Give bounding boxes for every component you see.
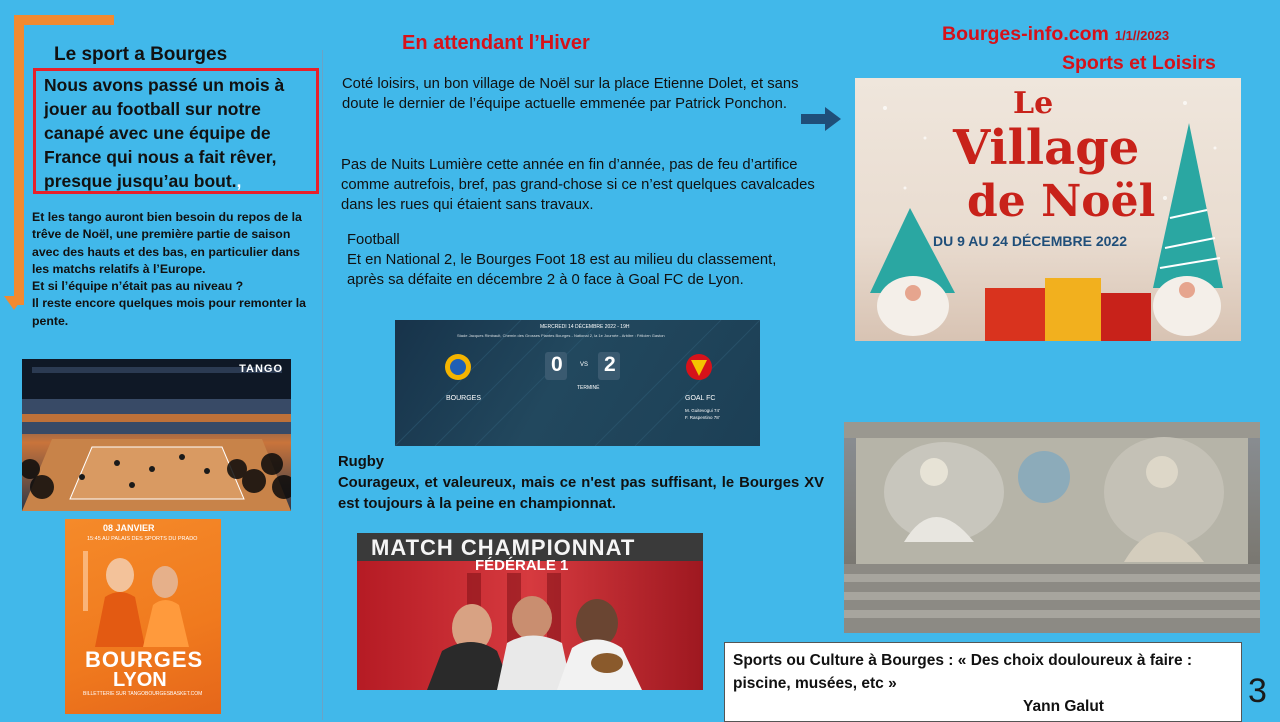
poster-date: 08 JANVIER	[103, 523, 155, 533]
rugby-match-banner	[357, 533, 703, 690]
highlight-quote-box	[33, 68, 319, 194]
left-text-question: Et si l’équipe n’était pas au niveau ?	[32, 279, 244, 294]
lights-paragraph: Pas de Nuits Lumière cette année en fin d’année, pas de feu d’artifice comme autrefois, bref, pas grand-chose si ce n’est quelques cavalcades dans les rues qui étaient sans travaux.	[341, 157, 815, 213]
noel-title-line2: Village	[953, 120, 1140, 176]
left-section-title: Le sport a Bourges	[54, 44, 228, 65]
orange-bracket-side	[14, 15, 24, 305]
left-text-conclusion: Il reste encore quelques mois pour remonter la pente.	[32, 296, 307, 328]
basketball-arena-illustration	[22, 359, 291, 511]
orange-bracket-top	[14, 15, 114, 25]
left-text-paragraph: Et les tango auront bien besoin du repos de la trêve de Noël, une première partie de saison avec des hauts et des bas, en particulier dans les matchs relatifs à l’Europe.	[32, 210, 302, 276]
arrow-right-icon	[801, 105, 841, 133]
noel-title-line1: Le	[1013, 86, 1054, 121]
noel-title-line3: de Noël	[967, 176, 1156, 227]
poster-team2: LYON	[113, 669, 167, 691]
poster-time: 15:45 AU PALAIS DES SPORTS DU PRADO	[87, 536, 198, 542]
page-number: 3	[1248, 672, 1267, 710]
rugby-block	[338, 452, 824, 515]
home-team-name: BOURGES	[446, 395, 482, 402]
football-scoreboard	[395, 320, 760, 446]
scorer-1: M. Guitevogui 74'	[685, 408, 720, 413]
home-score: 0	[551, 353, 563, 376]
away-team-name: GOAL FC	[685, 395, 716, 402]
score-subheader: Stade Jacques Rimbault, Chemin des Grosses Plantes Bourges - National 2, la 1e Journée - Arbitre : Félicien Gaston	[457, 333, 665, 338]
center-section-title: En attendant l’Hiver	[402, 32, 590, 54]
rugby-title: Rugby	[338, 454, 385, 470]
village-paragraph: Coté loisirs, un bon village de Noël sur la place Etienne Dolet, et sans doute le dernier de l’équipe actuelle emmenée par Patrick Ponchon.	[342, 76, 799, 112]
quote-comma: ,	[236, 171, 242, 191]
christmas-village-poster	[855, 78, 1241, 341]
score-header: MERCREDI 14 DÉCEMBRE 2022 - 19H	[540, 324, 630, 330]
left-body-text	[32, 209, 314, 330]
publication-date: 1/1//2023	[1114, 28, 1170, 43]
poster-team1: BOURGES	[85, 647, 204, 672]
score-vs: VS	[580, 362, 589, 368]
section-title: Sports et Loisirs	[1062, 52, 1216, 74]
column-divider	[322, 50, 323, 720]
site-brand	[942, 23, 1169, 46]
orange-bracket-tip	[4, 296, 24, 310]
scoreboard-background	[395, 320, 760, 446]
players-silhouette	[65, 547, 221, 647]
poster-footer: BILLETTERIE SUR TANGOBOURGESBASKET.COM	[83, 691, 203, 697]
scorer-2: F. Raspentino 78'	[685, 415, 720, 420]
quote-author: Yann Galut	[1023, 698, 1104, 715]
noel-dates: DU 9 AU 24 DÉCEMBRE 2022	[933, 233, 1127, 249]
rugby-banner-title: MATCH CHAMPIONNAT	[371, 535, 636, 560]
street-mural-photo	[844, 422, 1260, 633]
basket-logo: TANGO	[239, 363, 283, 375]
mural-illustration	[844, 422, 1260, 633]
bottom-quote-text: Sports ou Culture à Bourges : « Des choix douloureux à faire : piscine, musées, etc »	[733, 652, 1193, 692]
away-score: 2	[604, 353, 616, 376]
rugby-banner-subtitle: FÉDÉRALE 1	[475, 557, 569, 574]
football-text: Et en National 2, le Bourges Foot 18 est au milieu du classement, après sa défaite en décembre 2 à 0 face à Goal FC de Lyon.	[347, 252, 777, 288]
brand-name: Bourges-info.com	[942, 23, 1109, 45]
basketball-arena-photo	[22, 359, 291, 511]
football-title: Football	[347, 232, 400, 248]
bottom-quote-box	[724, 642, 1242, 722]
football-block	[347, 230, 787, 290]
quote-text: Nous avons passé un mois à jouer au football sur notre canapé avec une équipe de France qui nous a fait rêver, presque jusqu’au bout.	[44, 75, 285, 191]
rugby-text: Courageux, et valeureux, mais ce n'est pas suffisant, le Bourges XV est toujours à la peine en championnat.	[338, 475, 824, 512]
basketball-match-poster	[65, 519, 221, 714]
match-status: TERMINÉ	[577, 385, 600, 391]
